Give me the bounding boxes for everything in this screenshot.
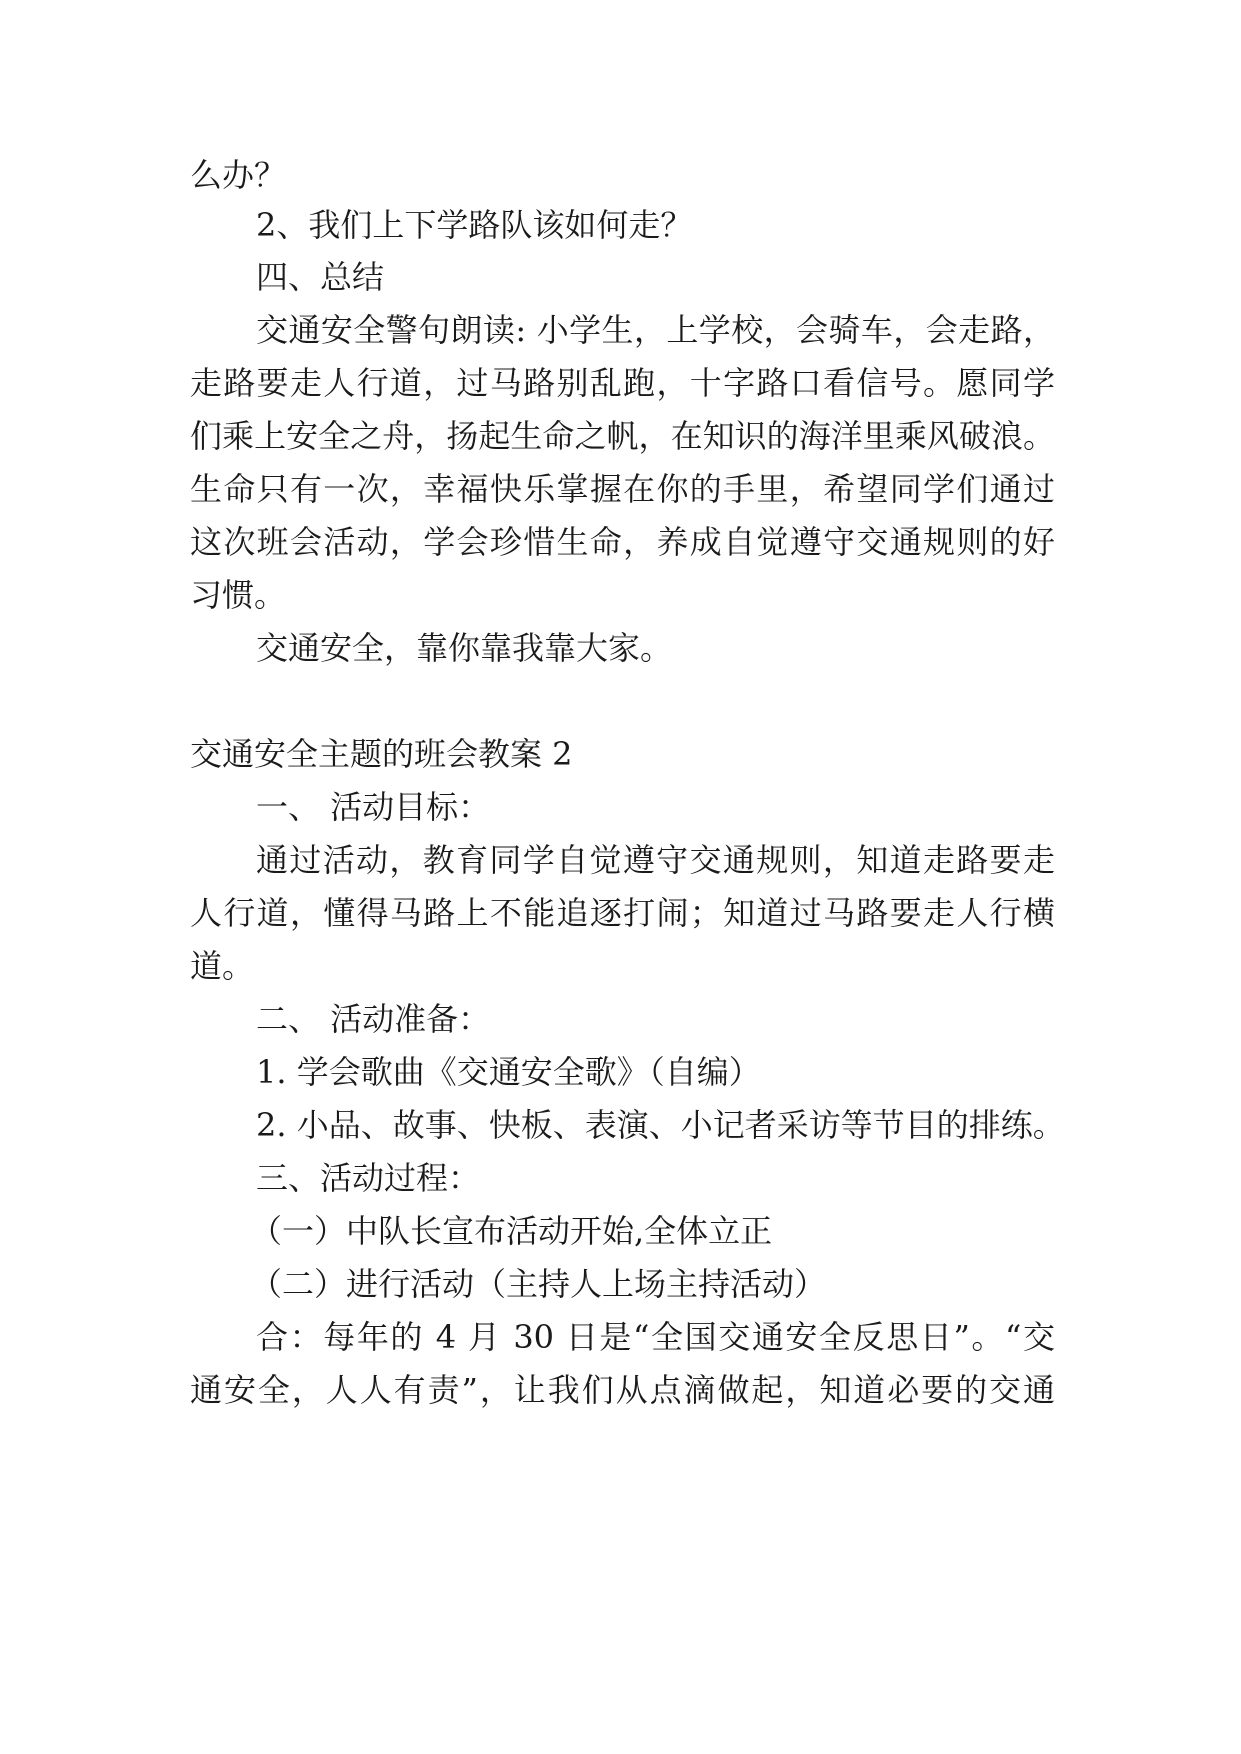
section-heading-goals: 一、 活动目标：	[256, 788, 491, 826]
section-heading-preparation: 二、 活动准备：	[256, 1000, 491, 1038]
process-paragraph-line: 合：每年的 4 月 30 日是“全国交通安全反思日”。“交	[256, 1318, 1055, 1356]
question-item-2: 2、我们上下学路队该如何走？	[256, 206, 693, 244]
summary-paragraph-line: 这次班会活动，学会珍惜生命，养成自觉遵守交通规则的好	[190, 523, 1055, 561]
summary-paragraph-line: 生命只有一次，幸福快乐掌握在你的手里，希望同学们通过	[190, 470, 1055, 508]
lesson-plan-title: 交通安全主题的班会教案 2	[190, 735, 573, 773]
process-paragraph-line: 通安全，人人有责”，让我们从点滴做起，知道必要的交通	[190, 1371, 1055, 1409]
goals-paragraph-line: 人行道，懂得马路上不能追逐打闹；知道过马路要走人行横	[190, 894, 1055, 932]
goals-paragraph-line: 道。	[190, 947, 255, 985]
process-step-2: （二）进行活动（主持人上场主持活动）	[250, 1265, 827, 1303]
preparation-item-1: 1. 学会歌曲《交通安全歌》（自编）	[256, 1053, 761, 1091]
summary-paragraph-line: 走路要走人行道，过马路别乱跑，十字路口看信号。愿同学	[190, 364, 1055, 402]
closing-slogan: 交通安全，靠你靠我靠大家。	[256, 629, 673, 667]
summary-paragraph-line: 习惯。	[190, 576, 287, 614]
summary-paragraph-line: 们乘上安全之舟，扬起生命之帆，在知识的海洋里乘风破浪。	[190, 417, 1055, 455]
goals-paragraph-line: 通过活动，教育同学自觉遵守交通规则，知道走路要走	[256, 841, 1055, 879]
summary-paragraph-line: 交通安全警句朗读: 小学生，上学校，会骑车，会走路，	[256, 311, 1055, 349]
preparation-item-2: 2. 小品、故事、快板、表演、小记者采访等节目的排练。	[256, 1106, 1065, 1144]
process-step-1: （一）中队长宣布活动开始,全体立正	[250, 1212, 773, 1250]
paragraph-continuation: 么办？	[190, 156, 287, 194]
section-heading-process: 三、活动过程：	[256, 1159, 481, 1197]
section-heading-summary: 四、总结	[256, 258, 385, 296]
